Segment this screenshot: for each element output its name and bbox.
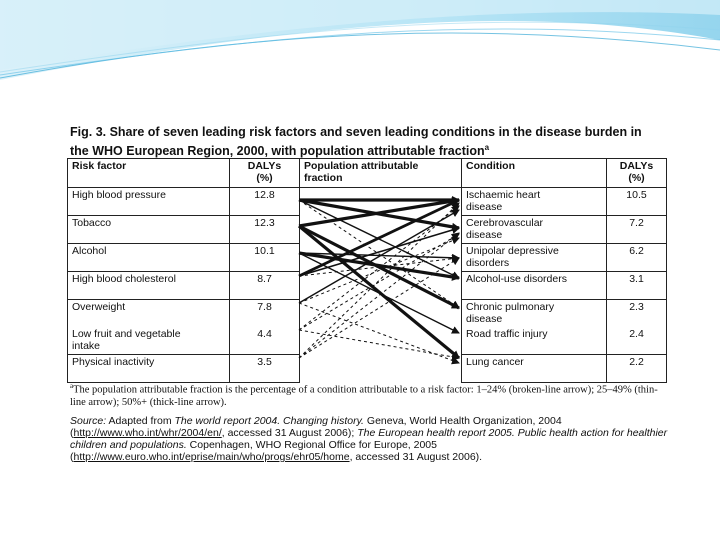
- condition-cell: Chronic pulmonary disease: [462, 300, 607, 328]
- condition-cell: Cerebrovascular disease: [462, 216, 607, 244]
- source-link-2[interactable]: http://www.euro.who.int/eprise/main/who/progs/ehr05/home: [73, 451, 350, 463]
- risk-cell: Tobacco: [68, 216, 230, 244]
- table-header-row: [68, 159, 667, 188]
- source-label: Source:: [70, 415, 107, 427]
- header-risk-dalys: DALYs (%): [230, 159, 300, 188]
- risk-dalys-cell: 12.8: [230, 188, 300, 216]
- condition-cell: Alcohol-use disorders: [462, 272, 607, 300]
- title-line-1: Fig. 3. Share of seven leading risk factors and seven leading conditions in the disease burden in: [70, 125, 642, 139]
- risk-dalys-cell: 4.4: [230, 327, 300, 355]
- paf-arrow-column: [300, 188, 462, 383]
- header-risk-factor: Risk factor: [68, 159, 230, 188]
- footnote-marker: a: [70, 382, 74, 390]
- risk-dalys-cell: 7.8: [230, 300, 300, 328]
- risk-cell: Alcohol: [68, 244, 230, 272]
- decorative-swoosh-header: [0, 0, 720, 110]
- condition-cell: Unipolar depressive disorders: [462, 244, 607, 272]
- condition-dalys-cell: 2.4: [607, 327, 667, 355]
- condition-dalys-cell: 6.2: [607, 244, 667, 272]
- header-condition-dalys: DALYs (%): [607, 159, 667, 188]
- footnote-text: The population attributable fraction is the percentage of a condition attributable to a risk factor: 1–24% (broken-line arrow); 25–49% (thin-line arrow); 50%+ (thick-line arrow).: [70, 384, 658, 408]
- risk-cell: Overweight: [68, 300, 230, 328]
- risk-cell: High blood pressure: [68, 188, 230, 216]
- condition-dalys-cell: 7.2: [607, 216, 667, 244]
- title-line-2: the WHO European Region, 2000, with population attributable fraction: [70, 144, 485, 159]
- header-paf: Population attributable fraction: [300, 159, 462, 188]
- source-title-1: The world report 2004. Changing history.: [174, 415, 364, 427]
- condition-cell: Road traffic injury: [462, 327, 607, 355]
- condition-dalys-cell: 2.3: [607, 300, 667, 328]
- risk-dalys-cell: 3.5: [230, 355, 300, 383]
- figure-title: [70, 125, 670, 159]
- risk-cell: Low fruit and vegetable intake: [68, 327, 230, 355]
- source-title-2: The European health report 2005. Public health action for healthier children and populations.: [70, 427, 668, 451]
- risk-dalys-cell: 12.3: [230, 216, 300, 244]
- condition-dalys-cell: 2.2: [607, 355, 667, 383]
- condition-dalys-cell: 3.1: [607, 272, 667, 300]
- table-row: [68, 188, 667, 216]
- risk-dalys-cell: 10.1: [230, 244, 300, 272]
- condition-cell: Ischaemic heart disease: [462, 188, 607, 216]
- figure-source: Source: Adapted from The world report 2004. Changing history. Geneva, World Health Organization, 2004 (http://www.who.int/whr/2004/en/, accessed 31 August 2006); The European health report 2005. Public health action for healthier children and populations. Copenhagen, WHO Regional Office for Europe, 2005 (http://www.euro.who.int/eprise/main/who/progs/ehr05/home, accessed 31 August 2006).: [70, 415, 668, 463]
- figure-footnote: [70, 380, 670, 409]
- risk-cell: Physical inactivity: [68, 355, 230, 383]
- title-footnote-marker: a: [484, 143, 490, 152]
- header-condition: Condition: [462, 159, 607, 188]
- condition-dalys-cell: 10.5: [607, 188, 667, 216]
- condition-cell: Lung cancer: [462, 355, 607, 383]
- source-link-1[interactable]: http://www.who.int/whr/2004/en/: [73, 427, 222, 439]
- risk-factor-table: [67, 158, 667, 383]
- risk-dalys-cell: 8.7: [230, 272, 300, 300]
- risk-cell: High blood cholesterol: [68, 272, 230, 300]
